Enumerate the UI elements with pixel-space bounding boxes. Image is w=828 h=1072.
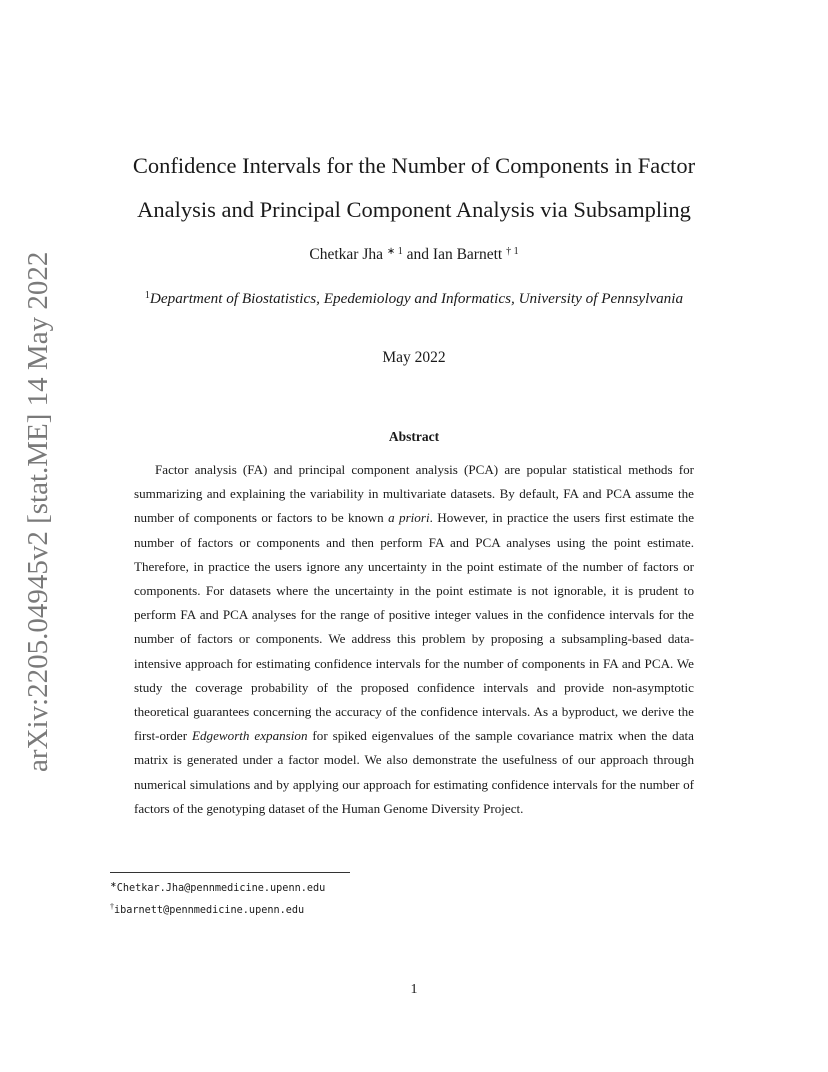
abstract-emphasis: a priori (388, 510, 430, 526)
affiliation (60, 290, 768, 308)
abstract-heading: Abstract (388, 429, 440, 444)
abstract-body (134, 458, 694, 821)
footnote-email[interactable]: Chetkar.Jha@pennmedicine.upenn.edu (116, 883, 326, 894)
author-name: Chetkar Jha (309, 246, 384, 263)
title-line-1: Confidence Intervals for the Number of Components in Factor (132, 153, 696, 178)
footnote-mark: ∗ (110, 880, 117, 889)
arxiv-identifier-stamp: arXiv:2205.04945v2 [stat.ME] 14 May 2022 (22, 251, 54, 772)
footnote-item (110, 898, 325, 920)
author-list (80, 246, 748, 264)
abstract-emphasis: Edgeworth expansion (192, 728, 308, 744)
paper-title (80, 144, 748, 232)
affiliation-text: Department of Biostatistics, Epedemiology and Informatics, University of Pennsylvania (149, 290, 684, 307)
footnote-rule (110, 872, 350, 873)
abstract-text: for spiked eigenvalues of the sample covariance matrix when the data matrix is generated under a factor model. We also demonstrate the usefulness of our approach through numerical simulations and by applying our approach for estimating confidence intervals for the number of factors of the genotyping dataset of the Human Genome Diversity Project. (134, 728, 694, 816)
title-line-2: Analysis and Principal Component Analysis via Subsampling (137, 197, 691, 222)
author-marks: ∗ 1 (386, 246, 403, 257)
footnote-mark: † (110, 902, 114, 911)
abstract-text: Factor analysis (FA) and principal component analysis (PCA) are popular statistical methods for summarizing and explaining the variability in multivariate datasets. By default, FA and PCA assume the number of components or factors to be known (134, 462, 694, 526)
author-marks: † 1 (506, 246, 519, 257)
author-conjunction: and (406, 246, 430, 263)
footnote-email[interactable]: ibarnett@pennmedicine.upenn.edu (114, 905, 305, 916)
page-number: 1 (410, 982, 418, 997)
paper-date: May 2022 (382, 349, 446, 366)
author-name: Ian Barnett (432, 246, 503, 263)
affiliation-mark: 1 (144, 290, 150, 301)
abstract-text: . However, in practice the users first estimate the number of factors or components and then perform FA and PCA analyses using the point estimate. Therefore, in practice the users ignore any uncertainty in the point estimate of the number of factors or components. For datasets where the uncertainty in the point estimate is not ignorable, it is prudent to perform FA and PCA analyses for the range of positive integer values in the confidence intervals for the number of factors or components. We address this problem by proposing a subsampling-based data-intensive approach for estimating confidence intervals for the number of components in FA and PCA. We study the coverage probability of the proposed confidence intervals and provide non-asymptotic theoretical guarantees concerning the accuracy of the confidence intervals. As a byproduct, we derive the first-order (134, 510, 695, 744)
footnotes (110, 876, 325, 920)
footnote-item (110, 876, 325, 898)
